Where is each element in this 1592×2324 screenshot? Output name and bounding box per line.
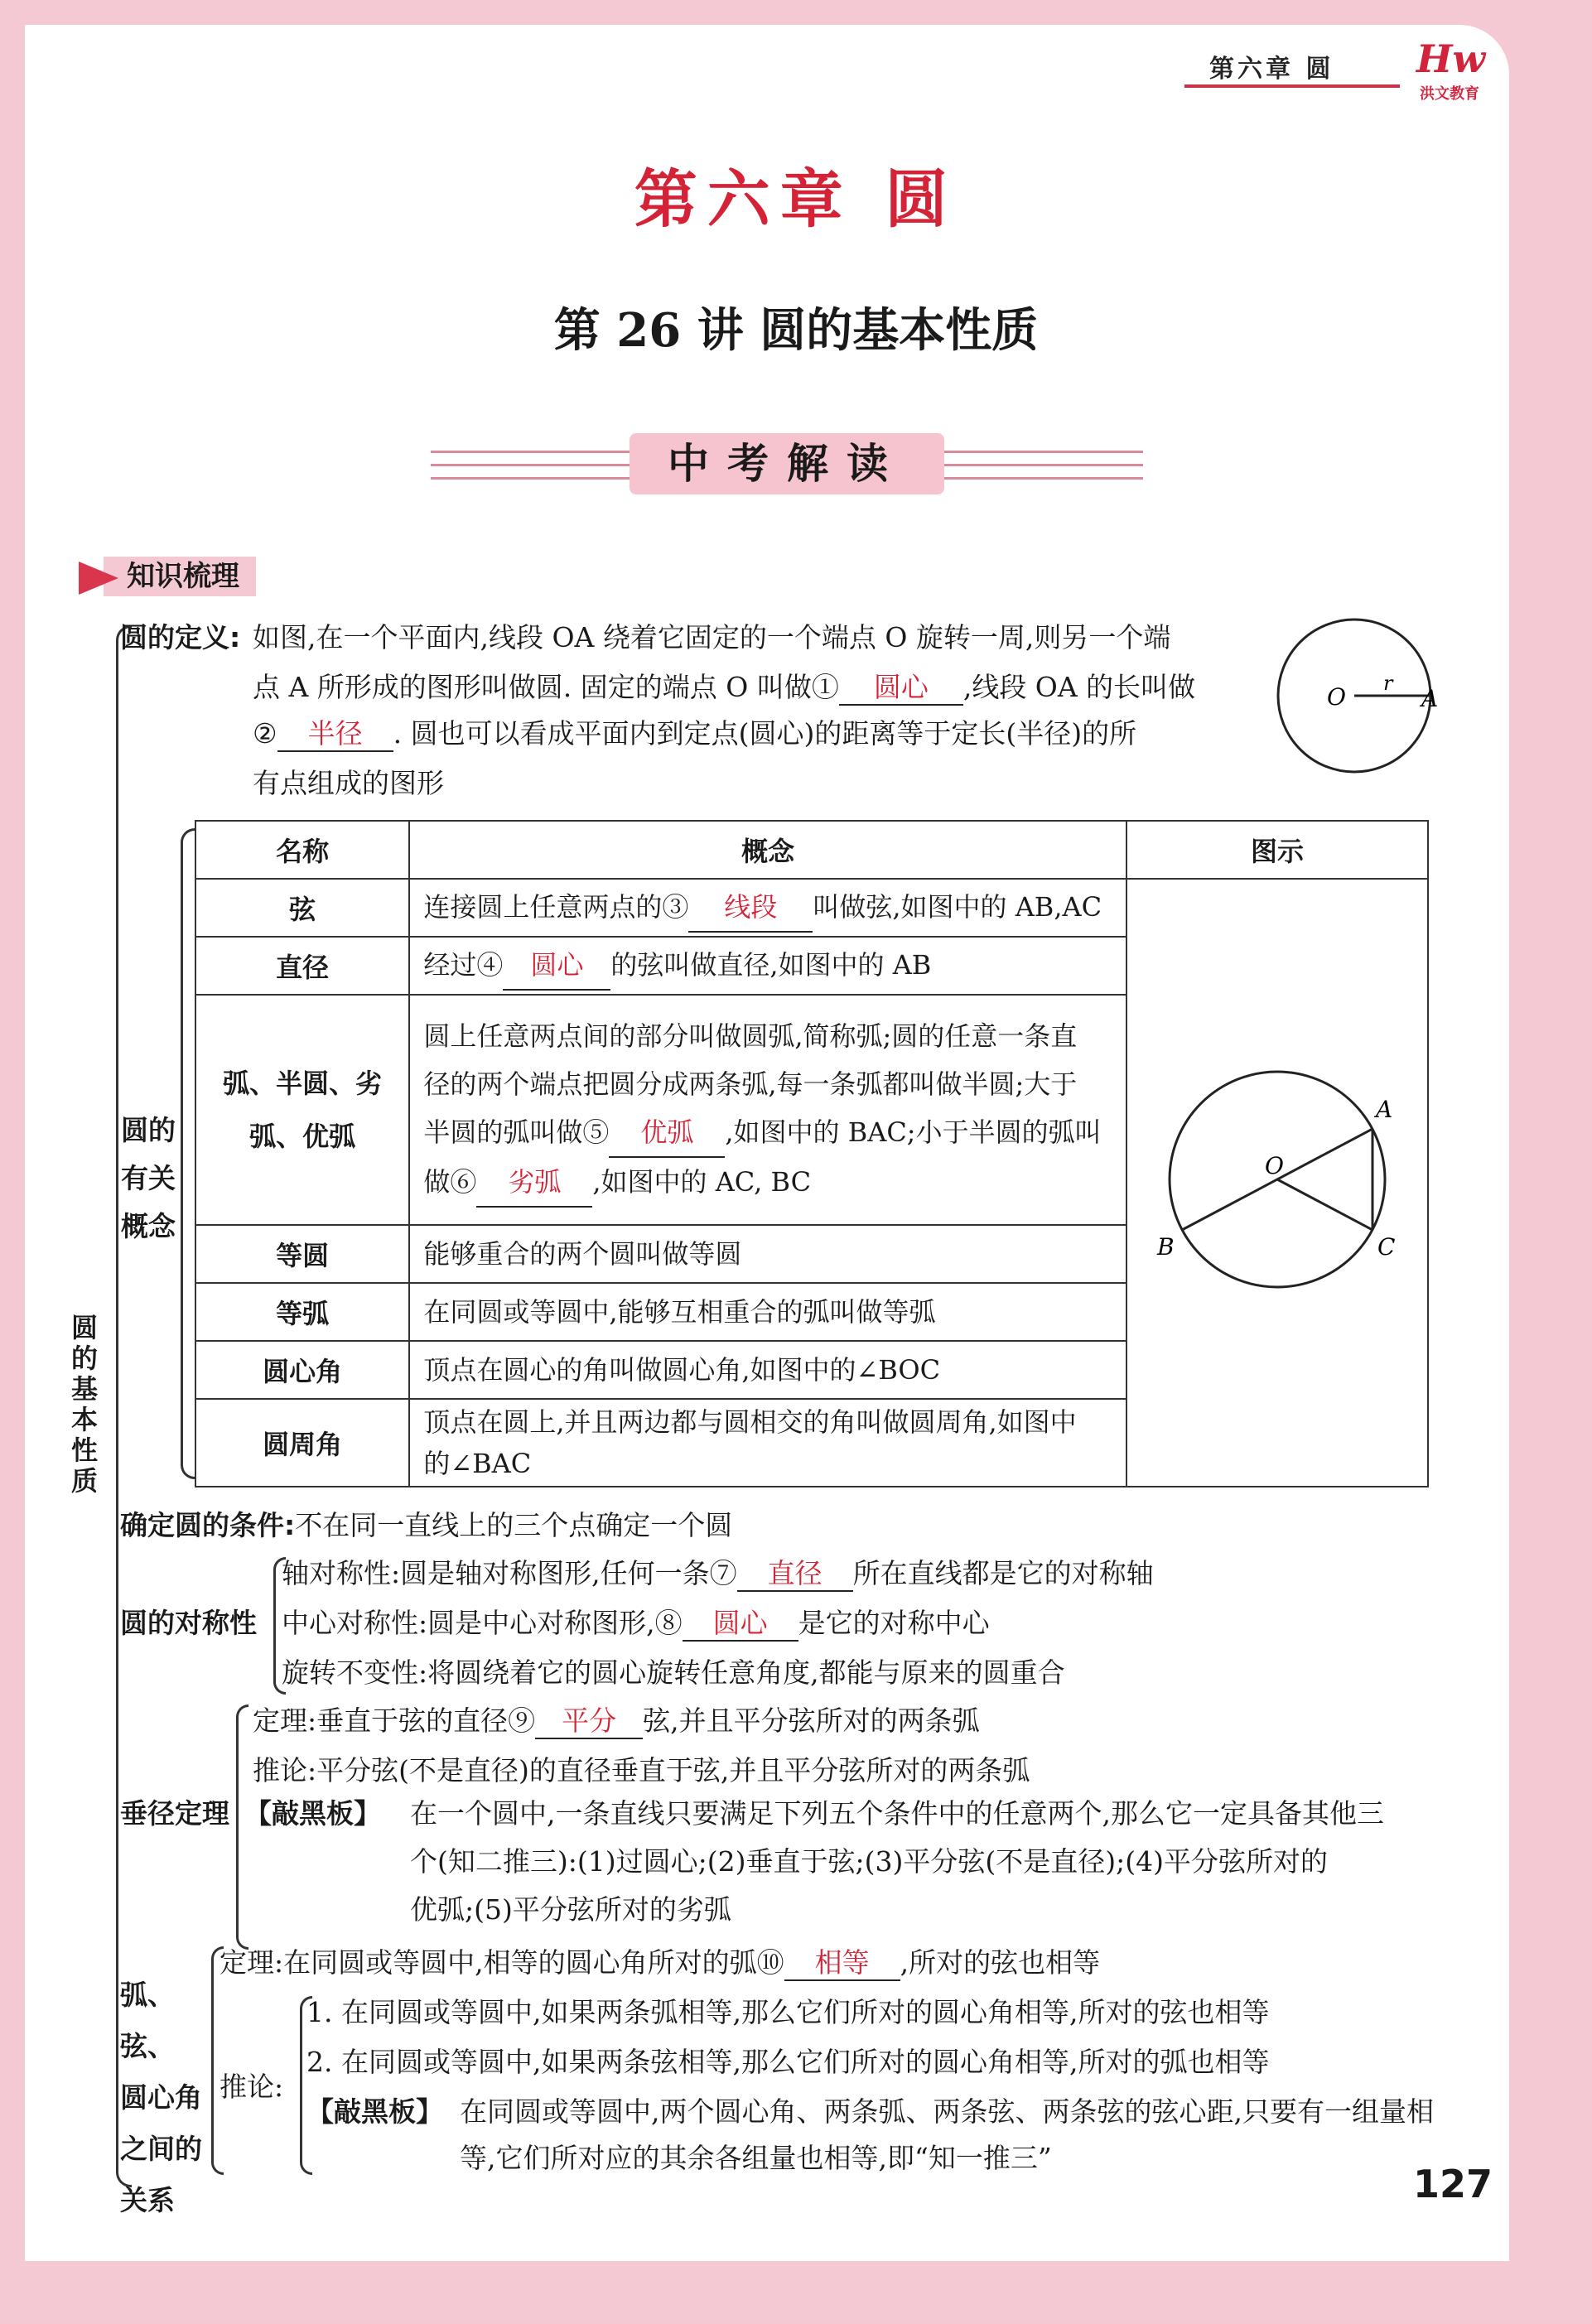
col-header-concept: 概念 <box>409 821 1126 879</box>
symmetry-line1: 轴对称性:圆是轴对称图形,任何一条⑦ 直径 所在直线都是它的对称轴 <box>282 1557 1154 1592</box>
logo-mark: Hw <box>1416 36 1486 81</box>
section-heading <box>79 557 294 598</box>
table-row: 直径 经过④ 圆心 的弦叫做直径,如图中的 AB <box>195 937 1428 995</box>
perp-label: 垂径定理 <box>120 1797 229 1830</box>
header-chapter: 第六章 圆 <box>1209 55 1334 84</box>
circle-chord-figure-cell <box>1126 879 1428 1487</box>
banner-label: 中考解读 <box>630 433 944 494</box>
section-banner <box>431 431 1143 497</box>
blank-7: 直径 <box>737 1557 853 1592</box>
section-label: 知识梳理 <box>104 557 256 596</box>
col-header-figure: 图示 <box>1126 821 1428 879</box>
relation-c1: 1. 在同圆或等圆中,如果两条弧相等,那么它们所对的圆心角相等,所对的弦也相等 <box>306 1996 1270 2028</box>
table-row: 弦 连接圆上任意两点的③ 线段 叫做弦,如图中的 AB,AC A B C O <box>195 879 1428 937</box>
blank-2: 半径 <box>277 717 393 752</box>
relation-line1: 定理:在同圆或等圆中,相等的圆心角所对的弧⑩ 相等 ,所对的弦也相等 <box>220 1946 1100 1981</box>
perp-line4: 个(知二推三):(1)过圆心;(2)垂直于弦;(3)平分弦(不是直径);(4)平分弦所对的 <box>410 1845 1328 1878</box>
symmetry-line2: 中心对称性:圆是中心对称图形,⑧ 圆心 是它的对称中心 <box>282 1607 990 1642</box>
publisher-logo <box>1416 36 1508 103</box>
perp-line3: 在一个圆中,一条直线只要满足下列五个条件中的任意两个,那么它一定具备其他三 <box>410 1797 1384 1830</box>
blank-10: 相等 <box>784 1946 900 1981</box>
relation-c2: 2. 在同圆或等圆中,如果两条弦相等,那么它们所对的圆心角相等,所对的弧也相等 <box>306 2046 1270 2078</box>
blank-5: 优弧 <box>609 1108 725 1158</box>
relation-tag: 【敲黑板】 <box>306 2095 443 2128</box>
concepts-side-label: 圆的 有关 概念 <box>121 1114 176 1242</box>
relation-label: 弧、弦、 圆心角 之间的 关系 <box>120 1979 202 2216</box>
blank-3: 线段 <box>688 883 813 933</box>
definition-line1: 如图,在一个平面内,线段 OA 绕着它固定的一个端点 O 旋转一周,则另一个端 <box>253 621 1171 653</box>
relation-c3: 在同圆或等圆中,两个圆心角、两条弧、两条弦、两条弦的弦心距,只要有一组量相 <box>460 2095 1434 2128</box>
table-row: 弧、半圆、劣弧、优弧 圆上任意两点间的部分叫做圆弧,简称弧;圆的任意一条直 径的两个端点把圆分成两条弧,每一条弧都叫做半圆;大于 半圆的弧叫做⑤ 优弧 ,如图中的 BAC;小于半圆的弧叫 做⑥ 劣弧 ,如图中的 AC, BC <box>195 995 1428 1225</box>
circle-chord-figure <box>1141 1043 1414 1316</box>
definition-line4: 有点组成的图形 <box>253 767 444 799</box>
definition-line3: ② 半径 . 圆也可以看成平面内到定点(圆心)的距离等于定长(半径)的所 <box>253 717 1136 752</box>
blank-1: 圆心 <box>839 671 963 706</box>
col-header-name: 名称 <box>195 821 409 879</box>
symmetry-line3: 旋转不变性:将圆绕着它的圆心旋转任意角度,都能与原来的圆重合 <box>282 1656 1065 1689</box>
table-row: 等弧 在同圆或等圆中,能够互相重合的弧叫做等弧 <box>195 1283 1428 1341</box>
blank-4: 圆心 <box>503 941 610 991</box>
symmetry-label: 圆的对称性 <box>120 1607 257 1639</box>
lecture-title: 第 26 讲 圆的基本性质 <box>553 303 1039 358</box>
label-C: C <box>1377 1233 1396 1261</box>
label-A: A <box>1421 685 1439 712</box>
circle-radius-figure <box>1276 617 1441 783</box>
main-side-label: 圆的基本性质 <box>71 1312 99 1497</box>
concepts-table <box>195 820 1429 1487</box>
label-O: O <box>1327 683 1346 711</box>
relation-c4: 等,它们所对应的其余各组量也相等,即“知一推三” <box>460 2142 1052 2174</box>
relation-infer: 推论: <box>220 2071 284 2103</box>
label-A: A <box>1376 1096 1393 1123</box>
blank-9: 平分 <box>535 1704 643 1739</box>
label-B: B <box>1157 1233 1175 1261</box>
main-brace <box>116 625 132 2187</box>
perp-tag: 【敲黑板】 <box>244 1797 381 1830</box>
running-header <box>1176 36 1508 103</box>
arrow-icon <box>79 562 118 595</box>
perp-line5: 优弧;(5)平分弦所对的劣弧 <box>410 1893 731 1926</box>
definition-line2: 点 A 所形成的图形叫做圆. 固定的端点 O 叫做① 圆心 ,线段 OA 的长叫做 <box>253 671 1195 706</box>
logo-subtext: 洪文教育 <box>1420 85 1479 103</box>
table-row: 等圆 能够重合的两个圆叫做等圆 <box>195 1225 1428 1283</box>
table-row: 圆心角 顶点在圆心的角叫做圆心角,如图中的∠BOC <box>195 1341 1428 1399</box>
table-row: 圆周角 顶点在圆上,并且两边都与圆相交的角叫做圆周角,如图中 的∠BAC <box>195 1399 1428 1487</box>
chapter-title: 第六章 圆 <box>634 162 958 236</box>
blank-6: 劣弧 <box>476 1158 592 1208</box>
label-r: r <box>1383 672 1393 695</box>
page-number: 127 <box>1412 2162 1493 2206</box>
definition-label: 圆的定义: <box>120 621 241 653</box>
concepts-brace <box>181 828 195 1479</box>
label-O: O <box>1265 1152 1284 1179</box>
perp-line1: 定理:垂直于弦的直径⑨ 平分 弦,并且平分弦所对的两条弧 <box>253 1704 980 1739</box>
blank-8: 圆心 <box>683 1607 798 1642</box>
perp-line2: 推论:平分弦(不是直径)的直径垂直于弦,并且平分弦所对的两条弧 <box>253 1754 1030 1786</box>
determine-line: 确定圆的条件:不在同一直线上的三个点确定一个圆 <box>120 1509 733 1541</box>
header-rule <box>1184 84 1400 88</box>
